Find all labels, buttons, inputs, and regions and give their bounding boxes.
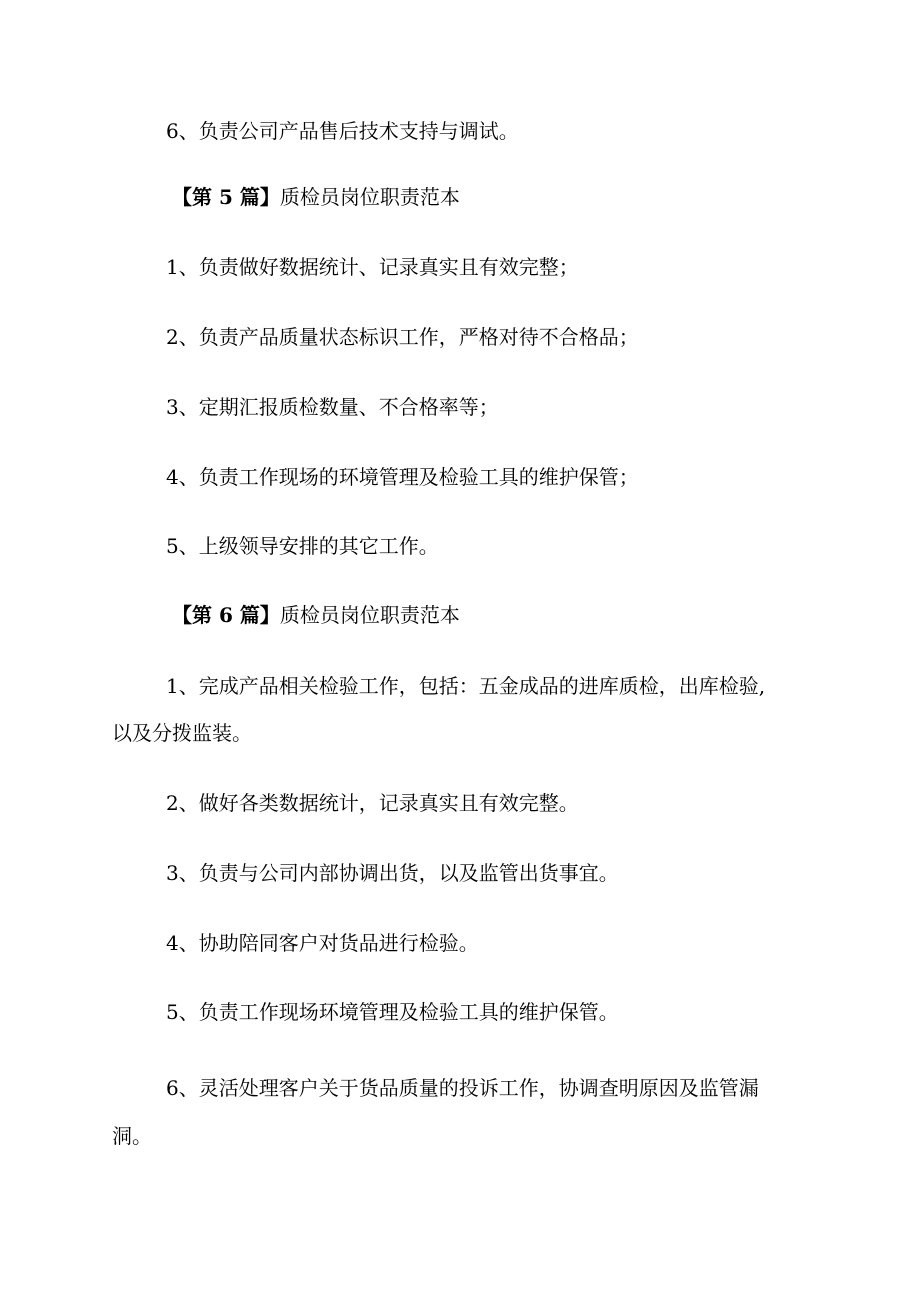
- paragraph: 4、协助陪同客户对货品进行检验。: [166, 931, 479, 955]
- paragraph: 2、负责产品质量状态标识工作，严格对待不合格品；: [166, 325, 639, 349]
- paragraph: 4、负责工作现场的环境管理及检验工具的维护保管；: [166, 465, 639, 489]
- paragraph: 5、上级领导安排的其它工作。: [166, 534, 439, 558]
- paragraph: 1、负责做好数据统计、记录真实且有效完整；: [166, 255, 579, 279]
- paragraph-line: 洞。: [112, 1124, 152, 1148]
- paragraph: 2、做好各类数据统计，记录真实且有效完整。: [166, 791, 579, 815]
- paragraph-line: 6、灵活处理客户关于货品质量的投诉工作，协调查明原因及监管漏: [166, 1076, 759, 1100]
- paragraph: 5、负责工作现场环境管理及检验工具的维护保管。: [166, 1000, 619, 1024]
- paragraph: 3、定期汇报质检数量、不合格率等；: [166, 395, 499, 419]
- section-title: 质检员岗位职责范本: [279, 185, 460, 209]
- paragraph-line: 以及分拨监装。: [112, 721, 252, 745]
- paragraph: 6、负责公司产品售后技术支持与调试。: [166, 119, 519, 143]
- section-marker: 【第 5 篇】: [172, 185, 280, 209]
- paragraph-line: 1、完成产品相关检验工作，包括：五金成品的进库质检，出库检验,: [166, 674, 766, 698]
- section-heading: [172, 605, 460, 625]
- section-title: 质检员岗位职责范本: [279, 603, 460, 627]
- paragraph: 3、负责与公司内部协调出货，以及监管出货事宜。: [166, 861, 619, 885]
- section-heading: [172, 187, 460, 207]
- section-marker: 【第 6 篇】: [172, 603, 280, 627]
